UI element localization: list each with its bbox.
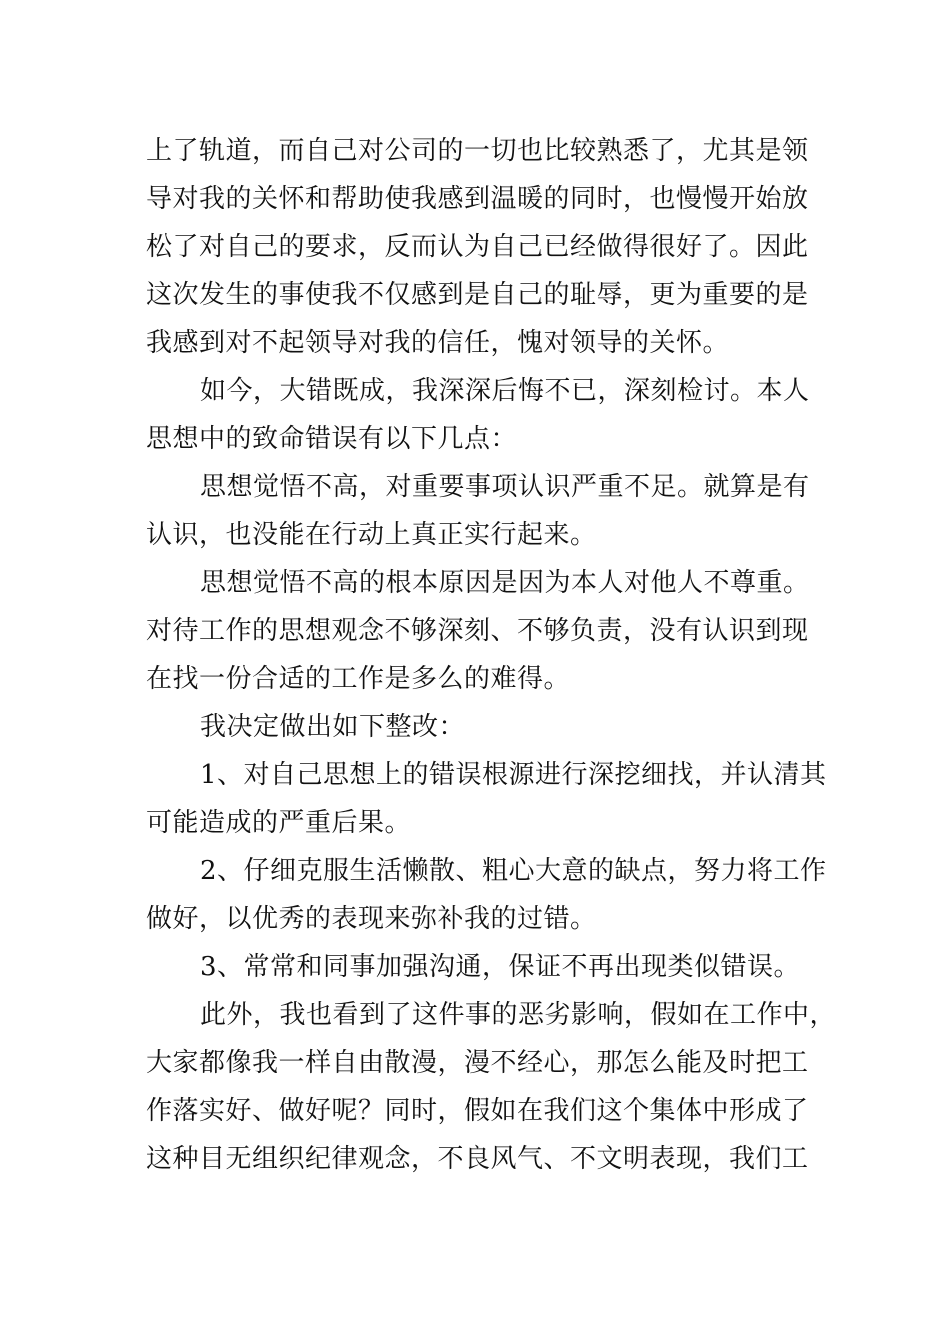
text-line: 作落实好、做好呢？同时，假如在我们这个集体中形成了 <box>146 1096 809 1126</box>
text-line: 此外，我也看到了这件事的恶劣影响，假如在工作中， <box>200 1000 837 1030</box>
text-line: 松了对自己的要求，反而认为自己已经做得很好了。因此 <box>146 232 809 262</box>
text-line: 如今，大错既成，我深深后悔不已，深刻检讨。本人 <box>200 376 810 406</box>
text-line: 这次发生的事使我不仅感到是自己的耻辱，更为重要的是 <box>146 280 809 310</box>
text-line: 认识，也没能在行动上真正实行起来。 <box>146 520 597 550</box>
text-line: 我决定做出如下整改： <box>200 712 466 742</box>
text-line: 思想觉悟不高，对重要事项认识严重不足。就算是有 <box>200 472 810 502</box>
text-line: 可能造成的严重后果。 <box>146 808 412 838</box>
text-line: 导对我的关怀和帮助使我感到温暖的同时，也慢慢开始放 <box>146 184 809 214</box>
text-line: 3、常常和同事加强沟通，保证不再出现类似错误。 <box>200 952 801 982</box>
text-line: 做好，以优秀的表现来弥补我的过错。 <box>146 904 597 934</box>
text-line: 我感到对不起领导对我的信任，愧对领导的关怀。 <box>146 328 730 358</box>
text-line: 在找一份合适的工作是多么的难得。 <box>146 664 571 694</box>
text-line: 思想觉悟不高的根本原因是因为本人对他人不尊重。 <box>200 568 810 598</box>
text-line: 1、对自己思想上的错误根源进行深挖细找，并认清其 <box>200 760 827 790</box>
text-line: 上了轨道，而自己对公司的一切也比较熟悉了，尤其是领 <box>146 136 809 166</box>
text-line: 思想中的致命错误有以下几点： <box>146 424 518 454</box>
text-line: 大家都像我一样自由散漫，漫不经心，那怎么能及时把工 <box>146 1048 809 1078</box>
text-line: 2、仔细克服生活懒散、粗心大意的缺点，努力将工作 <box>200 856 827 886</box>
document-body <box>146 127 837 1183</box>
text-line: 对待工作的思想观念不够深刻、不够负责，没有认识到现 <box>146 616 809 646</box>
text-line: 这种目无组织纪律观念，不良风气、不文明表现，我们工 <box>146 1144 809 1174</box>
